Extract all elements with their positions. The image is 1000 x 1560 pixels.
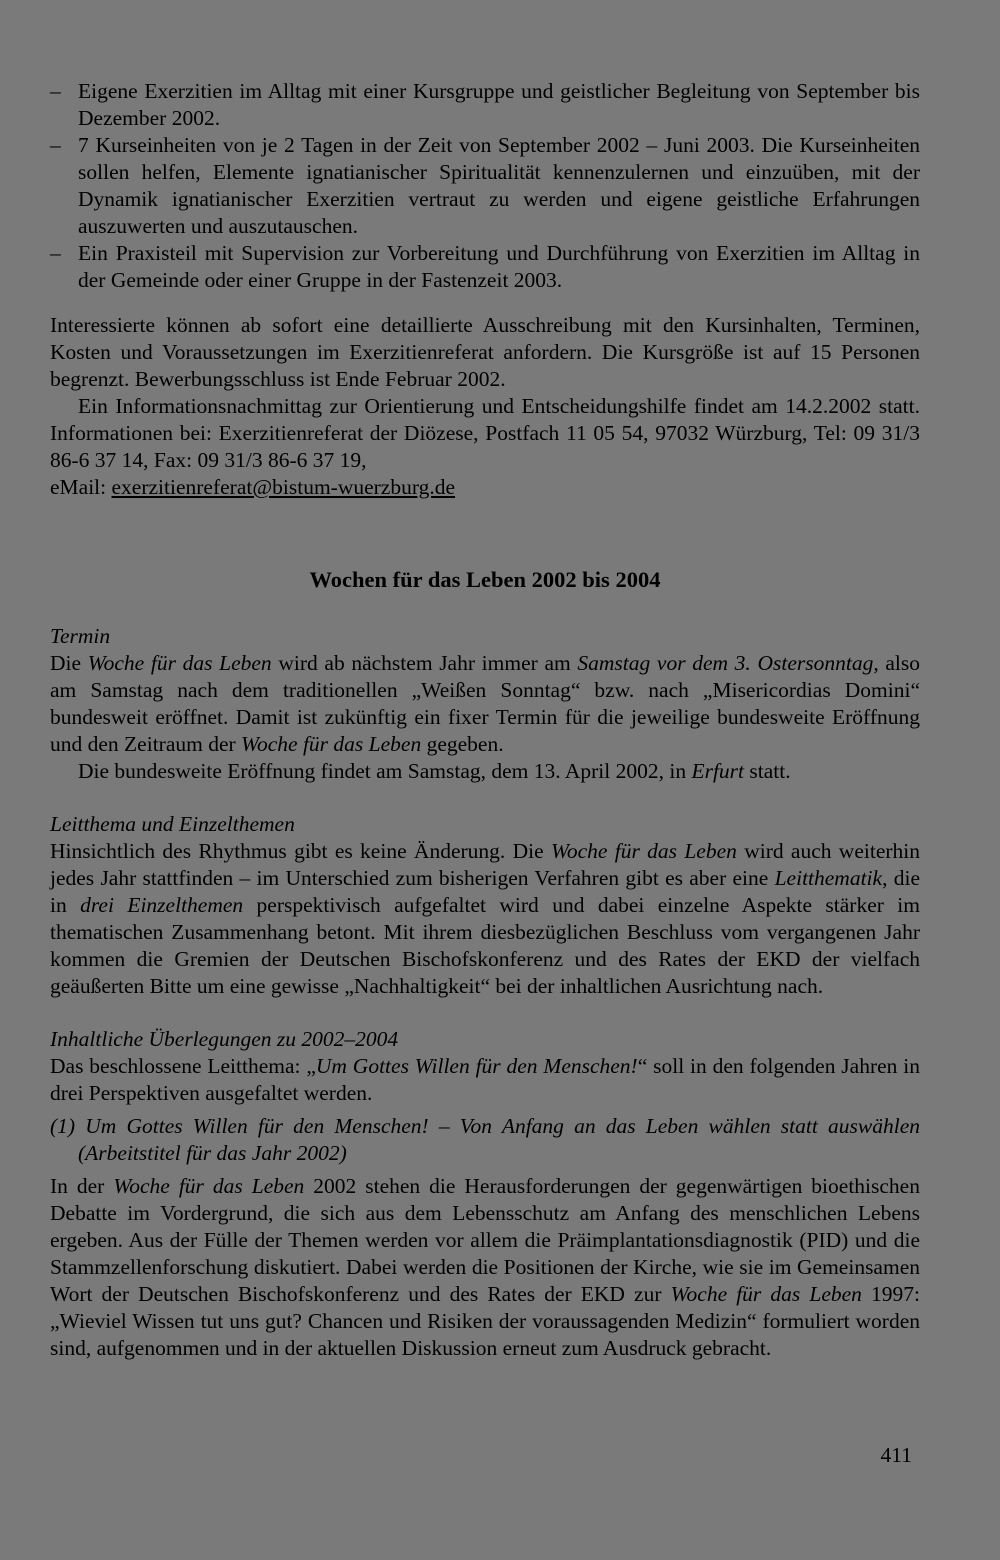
italic-run: Woche für das Leben (241, 732, 422, 756)
subheading-inhalt: Inhaltliche Überlegungen zu 2002–2004 (50, 1027, 399, 1051)
paragraph (50, 1053, 920, 1107)
section-block (50, 566, 920, 1362)
text-run: 2002 stehen die Herausforderungen der gegenwärtigen bioethischen Debatte im Vordergrund, die sich aus dem Lebensschutz am Anfang des menschlichen Lebens ergeben. Aus der Fülle der Themen werden vor allem die Präimplantationsdiagnostik (PID) und die Stammzellenforschung diskutiert. Dabei werden die Positionen der Kirche, wie sie im Gemeinsamen Wort der Deutschen Bischofskonferenz und des Rates der EKD zur (50, 1174, 920, 1306)
text-run: statt. (744, 759, 791, 783)
text-run: In der (50, 1174, 114, 1198)
italic-run: Woche für das Leben (113, 1174, 305, 1198)
text-run: perspektivisch aufgefaltet wird und dabei einzelne Aspekte stärker im thematischen Zusammenhang betont. Mit ihrem diesbezüglichen Beschluss vom vergangenen Jahr kommen die Gremien der Deutschen Bischofskonferenz und des Rates der EKD der vielfach geäußerten Bitte um eine gewisse „Nachhaltigkeit“ bei der inhaltlichen Ausrichtung nach. (50, 893, 920, 998)
list-item: – 7 Kurseinheiten von je 2 Tagen in der Zeit von September 2002 – Juni 2003. Die Kurseinheiten sollen helfen, Elemente ignatianischer Spiritualität kennenzulernen und einzuüben, mit der Dynamik ignatianischer Exerzitien vertraut zu werden und eigene geistliche Erfahrungen auszuwerten und auszutauschen. (50, 132, 920, 240)
italic-run: Erfurt (691, 759, 745, 783)
text-run: Das beschlossene Leitthema: „ (50, 1054, 316, 1078)
italic-run: Woche für das Leben (550, 839, 737, 863)
text-run: , also am Samstag nach dem traditionellen „Weißen Sonntag“ bzw. nach „Misericordias Domini“ bundesweit eröffnet. Damit ist zukünftig ein fixer Termin für die jeweilige bundesweite Eröffnung und den Zeitraum der (50, 651, 920, 756)
text-run: Hinsichtlich des Rhythmus gibt es keine Änderung. Die (50, 839, 551, 863)
intro-block (50, 78, 920, 294)
paragraph (50, 838, 920, 1000)
course-list (50, 78, 920, 294)
italic-run: Woche für das Leben (87, 651, 272, 675)
text-run: , die in (50, 866, 920, 917)
italic-run: drei Einzelthemen (80, 893, 244, 917)
italic-run: Woche für das Leben (670, 1282, 862, 1306)
italic-run: Samstag vor dem 3. Ostersonntag (577, 651, 874, 675)
list-item: – Ein Praxisteil mit Supervision zur Vorbereitung und Durchführung von Exerzitien im Alltag in der Gemeinde oder einer Gruppe in der Fastenzeit 2003. (50, 240, 920, 294)
list-item: – Eigene Exerzitien im Alltag mit einer Kursgruppe und geistlicher Begleitung von September bis Dezember 2002. (50, 78, 920, 132)
text-run: Die bundesweite Eröffnung findet am Samstag, dem 13. April 2002, in (78, 759, 692, 783)
paragraph (50, 650, 920, 758)
subheading-leitthema: Leitthema und Einzelthemen (50, 812, 295, 836)
paragraph (50, 1173, 920, 1362)
text-run: 1997: „Wieviel Wissen tut uns gut? Chancen und Risiken der voraussagenden Medizin“ formuliert worden sind, aufgenommen und in der aktuellen Diskussion erneut zum Ausdruck gebracht. (50, 1282, 920, 1360)
email-label: eMail: (50, 475, 112, 499)
subheading-termin: Termin (50, 624, 111, 648)
email-link[interactable]: exerzitienreferat@bistum-wuerzburg.de (111, 475, 456, 499)
contact-text: Ein Informationsnachmittag zur Orientierung und Entscheidungshilfe findet am 14.2.2002 statt. Informationen bei: Exerzitienreferat der Diözese, Postfach 11 05 54, 97032 Würzburg, Tel: 09 31/3 86-6 37 14, Fax: 09 31/3 86-6 37 19, (50, 394, 920, 472)
info-paragraph: Interessierte können ab sofort eine detaillierte Ausschreibung mit den Kursinhalten, Terminen, Kosten und Voraussetzungen im Exerzitienreferat anfordern. Die Kursgröße ist auf 15 Personen begrenzt. Bewerbungsschluss ist Ende Februar 2002. (50, 313, 920, 391)
text-run: gegeben. (421, 732, 504, 756)
text-run: wird auch weiterhin jedes Jahr stattfinden – im Unterschied zum bisherigen Verfahren gibt es aber eine (50, 839, 920, 890)
italic-run: Um Gottes Willen für den Menschen! (315, 1054, 638, 1078)
info-paragraph-2 (50, 393, 920, 501)
text-run: Die (50, 651, 88, 675)
page-number: 411 (880, 1443, 912, 1467)
info-block (50, 312, 920, 501)
italic-run: Leitthematik (774, 866, 883, 890)
paragraph (50, 758, 920, 785)
section-title: Wochen für das Leben 2002 bis 2004 (309, 567, 661, 592)
text-run: “ soll in den folgenden Jahren in drei Perspektiven ausgefaltet werden. (50, 1054, 920, 1105)
numbered-item: (1) Um Gottes Willen für den Menschen! – Von Anfang an das Leben wählen statt auswählen (Arbeitstitel für das Jahr 2002) (50, 1114, 920, 1165)
text-run: wird ab nächstem Jahr immer am (271, 651, 578, 675)
